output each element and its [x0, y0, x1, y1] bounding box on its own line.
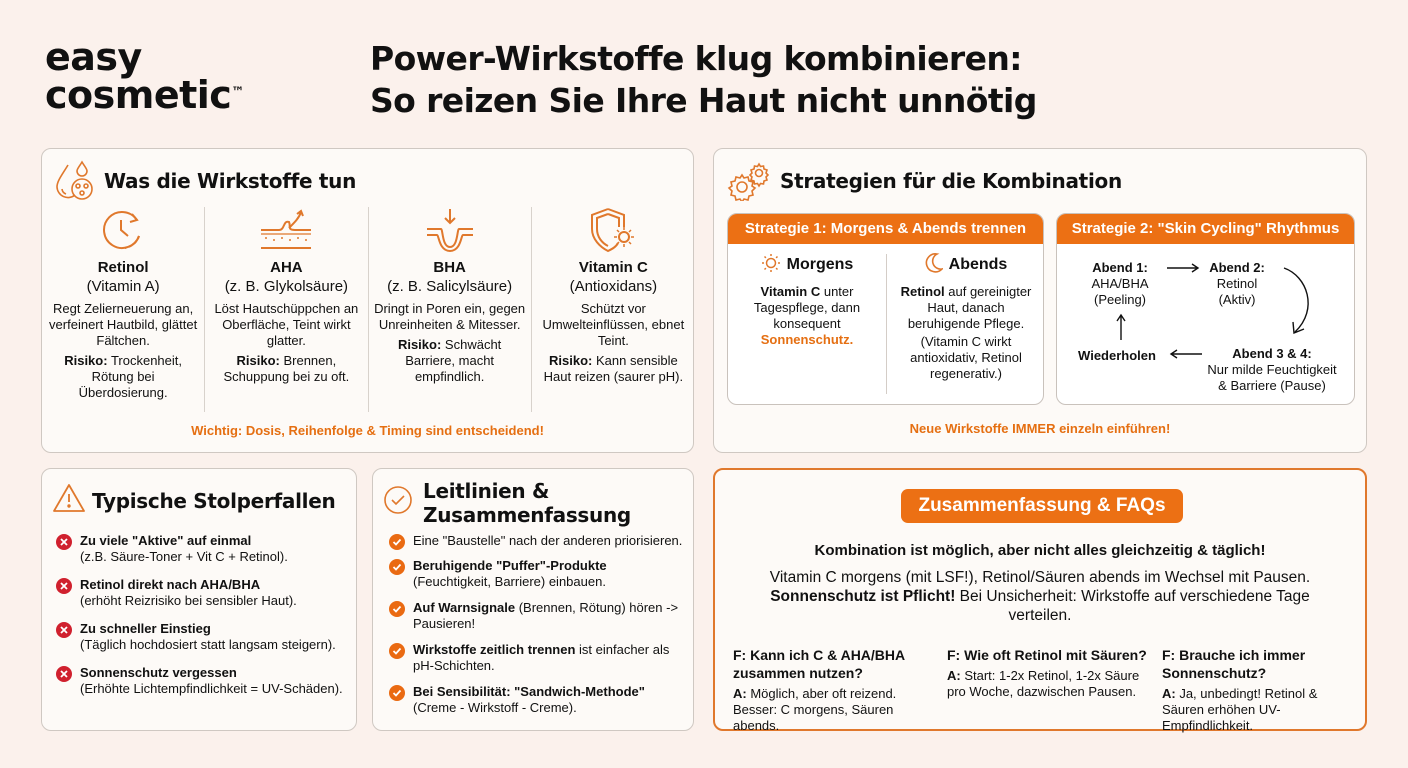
- active-retinol: [42, 207, 205, 412]
- faq-answer: A: Ja, unbedingt! Retinol & Säuren erhöhen UV-Empfindlichkeit.: [1162, 686, 1318, 733]
- guideline-item: Eine "Baustelle" nach der anderen priorisieren.: [389, 533, 682, 550]
- strategy-2-box: [1056, 213, 1355, 405]
- summary-pill: Zusammenfassung & FAQs: [901, 489, 1183, 523]
- active-desc: Regt Zelierneuerung an, verfeinert Hautbild, glättet Fältchen.: [49, 301, 198, 348]
- shield-sun-icon: [588, 207, 638, 258]
- actives-card: [41, 148, 694, 453]
- faq-item: [733, 646, 943, 734]
- active-name: BHA: [433, 259, 466, 276]
- guideline-item: Bei Sensibilität: "Sandwich-Methode" (Creme - Wirkstoff - Creme).: [389, 684, 645, 716]
- active-bha: [369, 207, 532, 412]
- strategy-1-box: [727, 213, 1044, 405]
- guideline-item: Auf Warnsignale (Brennen, Rötung) hören -> Pausieren!: [389, 600, 683, 632]
- guidelines-title: Leitlinien & Zusammenfassung: [423, 479, 631, 527]
- evening-column: [887, 254, 1044, 382]
- check-bullet-icon: [389, 685, 405, 701]
- cycle-repeat: Wiederholen: [1078, 348, 1156, 363]
- check-bullet-icon: [389, 643, 405, 659]
- skin-layers-icon: [259, 208, 313, 257]
- brand-line2: cosmetic: [45, 73, 232, 117]
- brand-line1: easy: [45, 35, 142, 79]
- pitfall-item: Retinol direkt nach AHA/BHA (erhöht Reizrisiko bei sensibler Haut).: [56, 577, 297, 609]
- active-name: Retinol: [97, 259, 149, 276]
- faq-answer: A: Möglich, aber oft reizend. Besser: C morgens, Säuren abends.: [733, 686, 897, 733]
- active-name: AHA: [270, 259, 303, 276]
- faq-question: F: Brauche ich immer Sonnenschutz?: [1162, 647, 1306, 681]
- cycle-arrows-icon: [1057, 214, 1355, 405]
- trademark: ™: [231, 85, 244, 100]
- cycle-step-2: Abend 2: Retinol (Aktiv): [1209, 260, 1265, 307]
- evening-note: (Vitamin C wirkt antioxidativ, Retinol regenerativ.): [910, 334, 1022, 381]
- active-risk: Risiko: Schwächt Barriere, macht empfindlich.: [397, 337, 502, 384]
- strategies-note: Neue Wirkstoffe IMMER einzeln einführen!: [909, 421, 1171, 436]
- summary-headline: Kombination ist möglich, aber nicht alles gleichzeitig & täglich!: [814, 542, 1266, 559]
- active-sub: (Vitamin A): [86, 278, 160, 295]
- guideline-item: Wirkstoffe zeitlich trennen ist einfacher als pH-Schichten.: [389, 642, 683, 674]
- active-risk: Risiko: Trockenheit, Rötung bei Überdosierung.: [64, 353, 183, 400]
- pitfall-item: Sonnenschutz vergessen (Erhöhte Lichtempfindlichkeit = UV-Schäden).: [56, 665, 343, 697]
- evening-text: Retinol auf gereinigter Haut, danach beruhigende Pflege.: [900, 284, 1032, 331]
- faq-item: [1162, 646, 1362, 734]
- title-line2: So reizen Sie Ihre Haut nicht unnötig: [370, 81, 1037, 120]
- x-circle-icon: [56, 666, 72, 682]
- summary-card: [713, 468, 1367, 731]
- faq-answer: A: Start: 1-2x Retinol, 1-2x Säure pro Woche, dazwischen Pausen.: [947, 668, 1140, 699]
- x-circle-icon: [56, 534, 72, 550]
- guidelines-card: [372, 468, 694, 731]
- strategies-title: Strategien für die Kombination: [780, 169, 1122, 193]
- check-circle-icon: [383, 485, 413, 520]
- title-line1: Power-Wirkstoffe klug kombinieren:: [370, 39, 1022, 78]
- actives-note: Wichtig: Dosis, Reihenfolge & Timing sind entscheidend!: [191, 423, 544, 438]
- actives-grid: [42, 207, 695, 412]
- evening-label: Abends: [948, 256, 1008, 273]
- active-sub: (Antioxidans): [569, 278, 658, 295]
- morning-label: Morgens: [786, 256, 854, 273]
- check-bullet-icon: [389, 601, 405, 617]
- pitfalls-title: Typische Stolperfallen: [92, 489, 336, 513]
- morning-text: Vitamin C unter Tagespflege, dann konsequent Sonnenschutz.: [753, 284, 861, 347]
- active-vitamin-c: [532, 207, 695, 412]
- active-risk: Risiko: Kann sensible Haut reizen (saurer pH).: [543, 353, 684, 384]
- active-risk: Risiko: Brennen, Schuppung bei zu oft.: [223, 353, 350, 384]
- cycle-step-3: Abend 3 & 4: Nur milde Feuchtigkeit & Barriere (Pause): [1207, 346, 1337, 393]
- guideline-item: Beruhigende "Puffer"-Produkte (Feuchtigkeit, Barriere) einbauen.: [389, 558, 607, 590]
- strategy-1-header: Strategie 1: Morgens & Abends trennen: [728, 214, 1043, 244]
- check-bullet-icon: [389, 559, 405, 575]
- active-name: Vitamin C: [578, 259, 648, 276]
- pore-arrow-icon: [425, 207, 475, 258]
- page-title: [370, 38, 1037, 122]
- active-sub: (z. B. Salicylsäure): [387, 278, 513, 295]
- warning-triangle-icon: [52, 483, 86, 518]
- gears-icon: [726, 161, 772, 206]
- pitfall-item: Zu viele "Aktive" auf einmal (z.B. Säure-Toner + Vit C + Retinol).: [56, 533, 288, 565]
- pitfall-item: Zu schneller Einstieg (Täglich hochdosiert statt langsam steigern).: [56, 621, 336, 653]
- x-circle-icon: [56, 578, 72, 594]
- strategy-2-header: Strategie 2: "Skin Cycling" Rhythmus: [1057, 214, 1354, 244]
- moon-icon: [925, 253, 943, 278]
- active-aha: [205, 207, 368, 412]
- faq-question: F: Wie oft Retinol mit Säuren?: [947, 647, 1147, 663]
- morning-column: [728, 254, 886, 348]
- faq-question: F: Kann ich C & AHA/BHA zusammen nutzen?: [733, 647, 905, 681]
- faq-item: [947, 646, 1152, 700]
- actives-title: Was die Wirkstoffe tun: [104, 169, 357, 193]
- active-desc: Dringt in Poren ein, gegen Unreinheiten & Mitesser.: [374, 301, 526, 332]
- active-desc: Schützt vor Umwelteinflüssen, ebnet Teint.: [542, 301, 685, 348]
- active-sub: (z. B. Glykolsäure): [224, 278, 349, 295]
- sun-icon: [761, 253, 781, 278]
- pitfalls-card: [41, 468, 357, 731]
- brand-logo: [45, 35, 244, 117]
- summary-text: Vitamin C morgens (mit LSF!), Retinol/Säuren abends im Wechsel mit Pausen. Sonnenschutz ist Pflicht! Bei Unsicherheit: Wirkstoffe auf verschiedene Tage verteilen.: [769, 569, 1311, 624]
- x-circle-icon: [56, 622, 72, 638]
- strategies-card: [713, 148, 1367, 453]
- active-desc: Löst Hautschüppchen an Oberfläche, Teint wirkt glatter.: [214, 301, 359, 348]
- check-bullet-icon: [389, 534, 405, 550]
- cycle-step-1: Abend 1: AHA/BHA (Peeling): [1091, 260, 1149, 307]
- clock-renew-icon: [99, 206, 147, 259]
- droplets-molecule-icon: [54, 159, 96, 208]
